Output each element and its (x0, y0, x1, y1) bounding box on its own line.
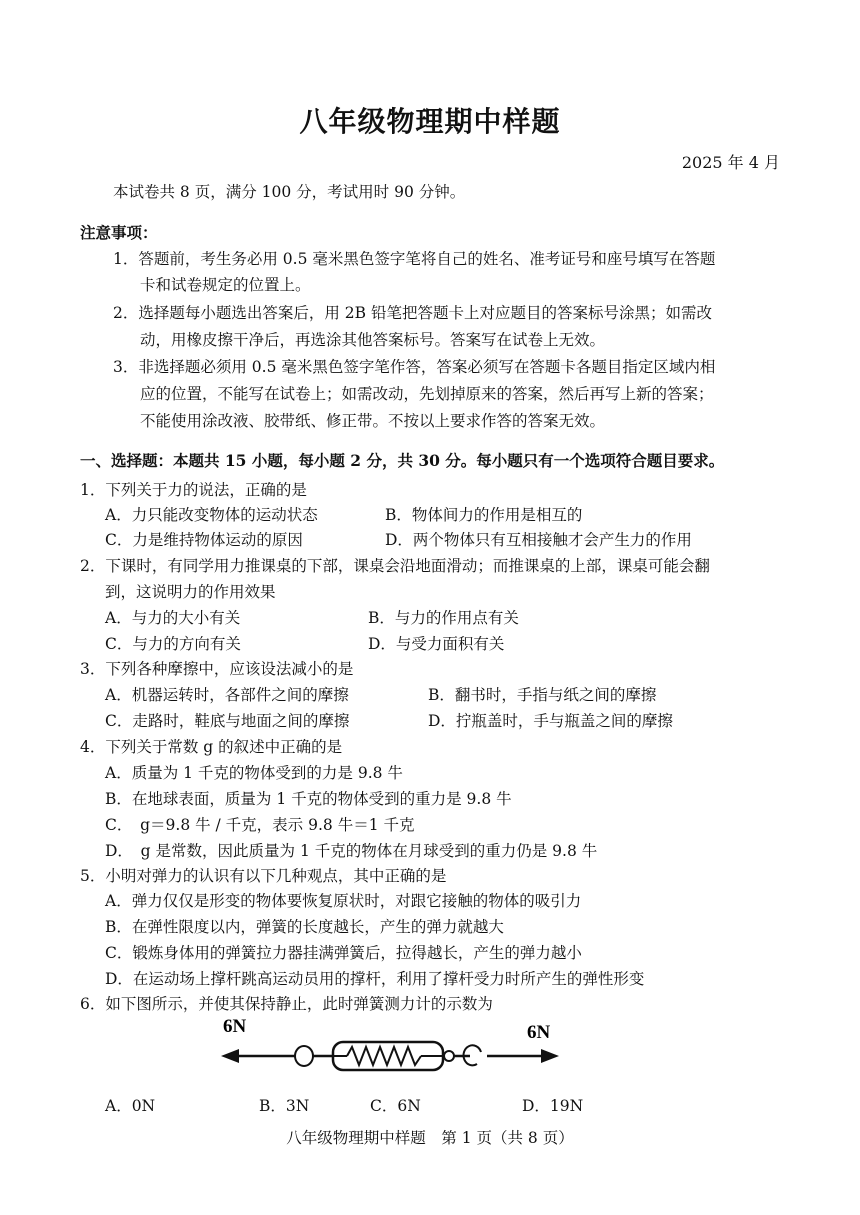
question-2-option-b: B．与力的作用点有关 (368, 609, 519, 627)
question-5-option-c: C．锻炼身体用的弹簧拉力器挂满弹簧后，拉得越长，产生的弹力越小 (105, 944, 582, 962)
spring-scale-figure (215, 1010, 565, 1085)
question-1-stem: 1．下列关于力的说法，正确的是 (80, 481, 307, 499)
question-1-option-c: C．力是维持物体运动的原因 (105, 531, 303, 549)
question-6-option-c: C．6N (370, 1097, 421, 1115)
notes-heading: 注意事项： (80, 223, 158, 242)
force-label-right: 6N (527, 1022, 551, 1043)
spring-scale-diagram (215, 1010, 565, 1085)
question-6-option-a: A．0N (105, 1097, 156, 1115)
question-1-option-b: B．物体间力的作用是相互的 (385, 506, 583, 524)
question-6-stem: 6．如下图所示，并使其保持静止，此时弹簧测力计的示数为 (80, 995, 493, 1013)
note-line: 1．答题前，考生务必用 0.5 毫米黑色签字笔将自己的姓名、准考证号和座号填写在答题 (113, 250, 716, 268)
question-4-option-d: D． g 是常数，因此质量为 1 千克的物体在月球受到的重力仍是 9.8 牛 (105, 842, 598, 860)
exam-date: 2025 年 4 月 (681, 153, 780, 172)
question-4-option-c: C． g＝9.8 牛 / 千克，表示 9.8 牛＝1 千克 (105, 816, 415, 834)
question-2-option-a: A．与力的大小有关 (105, 609, 241, 627)
question-3-option-c: C．走路时，鞋底与地面之间的摩擦 (105, 712, 350, 730)
question-4-option-a: A．质量为 1 千克的物体受到的力是 9.8 牛 (105, 764, 403, 782)
question-2-option-c: C．与力的方向有关 (105, 635, 241, 653)
question-4-option-b: B．在地球表面，质量为 1 千克的物体受到的重力是 9.8 牛 (105, 790, 512, 808)
question-4-stem: 4．下列关于常数 g 的叙述中正确的是 (80, 738, 343, 756)
page-title: 八年级物理期中样题 (299, 105, 561, 138)
question-5-option-a: A．弹力仅仅是形变的物体要恢复原状时，对跟它接触的物体的吸引力 (105, 892, 582, 910)
arrow-left-icon (221, 1049, 239, 1063)
question-6-option-b: B．3N (259, 1097, 310, 1115)
question-1-option-d: D．两个物体只有互相接触才会产生力的作用 (385, 531, 692, 549)
question-5-option-b: B．在弹性限度以内，弹簧的长度越长，产生的弹力就越大 (105, 918, 504, 936)
spring-coil (347, 1047, 421, 1065)
force-label-left: 6N (223, 1016, 247, 1037)
question-5-stem: 5．小明对弹力的认识有以下几种观点，其中正确的是 (80, 867, 447, 885)
section-heading: 一、选择题：本题共 15 小题，每小题 2 分，共 30 分。每小题只有一个选项符合题目要求。 (80, 451, 725, 470)
question-1-option-a: A．力只能改变物体的运动状态 (105, 506, 318, 524)
note-line: 3．非选择题必须用 0.5 毫米黑色签字笔作答，答案必须写在答题卡各题目指定区域内相 (113, 358, 716, 376)
note-line: 卡和试卷规定的位置上。 (140, 276, 311, 294)
question-3-option-b: B．翻书时，手指与纸之间的摩擦 (428, 686, 657, 704)
page-footer: 八年级物理期中样题 第 1 页（共 8 页） (286, 1129, 574, 1147)
question-3-option-a: A．机器运转时，各部件之间的摩擦 (105, 686, 349, 704)
note-line: 不能使用涂改液、胶带纸、修正带。不按以上要求作答的答案无效。 (140, 412, 606, 430)
note-line: 2．选择题每小题选出答案后，用 2B 铅笔把答题卡上对应题目的答案标号涂黑；如需改 (113, 304, 712, 322)
arrow-right-icon (541, 1049, 559, 1063)
note-line: 应的位置，不能写在试卷上；如需改动，先划掉原来的答案，然后再写上新的答案； (140, 385, 714, 403)
question-2-stem: 2．下课时，有同学用力推课桌的下部，课桌会沿地面滑动；而推课桌的上部，课桌可能会翻 (80, 557, 710, 575)
intro-text: 本试卷共 8 页，满分 100 分，考试用时 90 分钟。 (113, 183, 466, 201)
note-line: 动，用橡皮擦干净后，再选涂其他答案标号。答案写在试卷上无效。 (140, 331, 606, 349)
question-6-option-d: D．19N (522, 1097, 584, 1115)
question-2-stem-cont: 到，这说明力的作用效果 (105, 583, 276, 601)
question-5-option-d: D．在运动场上撑杆跳高运动员用的撑杆，利用了撑杆受力时所产生的弹性形变 (105, 970, 645, 988)
question-2-option-d: D．与受力面积有关 (368, 635, 505, 653)
question-3-stem: 3．下列各种摩擦中，应该设法减小的是 (80, 660, 354, 678)
question-3-option-d: D．拧瓶盖时，手与瓶盖之间的摩擦 (428, 712, 673, 730)
